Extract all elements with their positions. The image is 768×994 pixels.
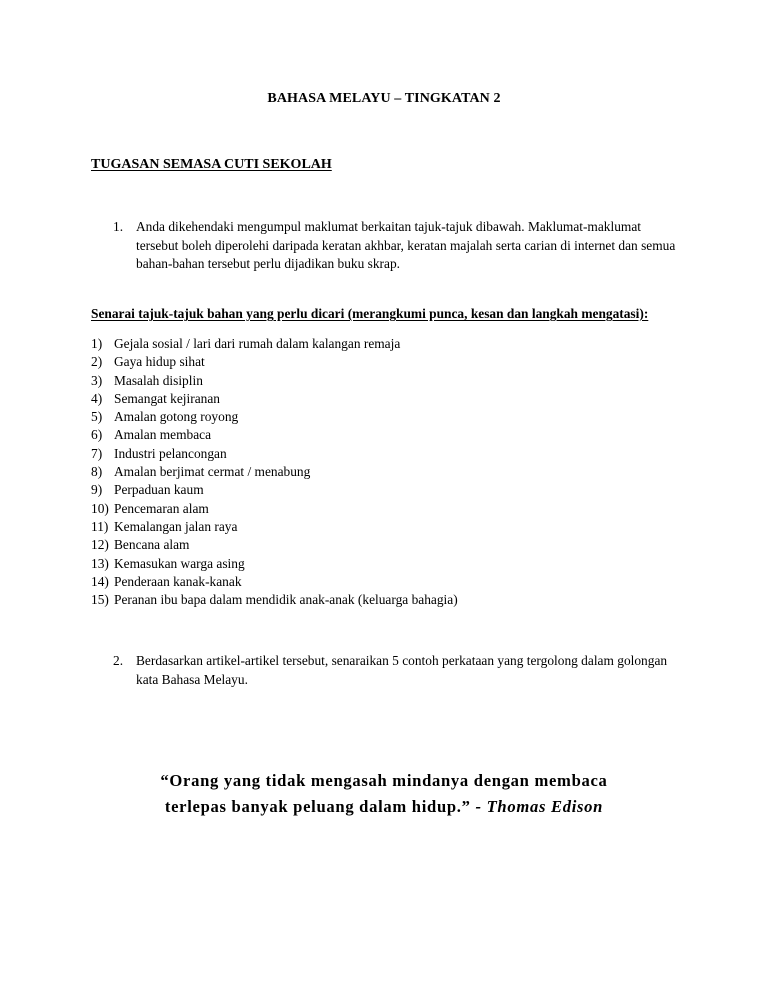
list-item: 7) Industri pelancongan: [91, 445, 227, 461]
list-item: 8) Amalan berjimat cermat / menabung: [91, 464, 311, 480]
list-item: 14) Penderaan kanak-kanak: [91, 573, 242, 589]
list-item: 13) Kemasukan warga asing: [91, 555, 245, 571]
list-item: 9) Perpaduan kaum: [91, 482, 204, 498]
list-item: 2) Gaya hidup sihat: [91, 354, 205, 370]
quote-line-2: [0, 794, 768, 820]
task-1: [113, 218, 683, 274]
list-item: 11) Kemalangan jalan raya: [91, 518, 238, 534]
quote-line-1: “Orang yang tidak mengasah mindanya dengan membaca: [160, 771, 608, 790]
task-2: [113, 652, 683, 689]
task-1-text: Anda dikehendaki mengumpul maklumat berkaitan tajuk-tajuk dibawah. Maklumat-maklumat tersebut boleh diperolehi daripada keratan akhbar, keratan majalah serta carian di internet dan semua bahan-bahan tersebut perlu dijadikan buku skrap.: [136, 219, 676, 271]
topic-list-heading: Senarai tajuk-tajuk bahan yang perlu dicari (merangkumi punca, kesan dan langkah mengatasi):: [91, 306, 649, 321]
list-item: 6) Amalan membaca: [91, 427, 212, 443]
list-item: 12) Bencana alam: [91, 537, 190, 553]
list-item: 4) Semangat kejiranan: [91, 390, 220, 406]
quote-author: - Thomas Edison: [475, 797, 604, 816]
list-item: 3) Masalah disiplin: [91, 372, 203, 388]
list-item: 1) Gejala sosial / lari dari rumah dalam kalangan remaja: [91, 336, 401, 351]
list-item: 15) Peranan ibu bapa dalam mendidik anak-anak (keluarga bahagia): [91, 592, 458, 608]
closing-quote: [0, 768, 768, 820]
document-subtitle: TUGASAN SEMASA CUTI SEKOLAH: [91, 157, 332, 172]
list-item: 5) Amalan gotong royong: [91, 409, 239, 425]
task-2-text: Berdasarkan artikel-artikel tersebut, senaraikan 5 contoh perkataan yang tergolong dalam golongan kata Bahasa Melayu.: [136, 653, 668, 687]
topic-list: [91, 335, 458, 609]
quote-line-2-text: terlepas banyak peluang dalam hidup.”: [164, 797, 471, 816]
task-1-number: 1.: [113, 219, 124, 234]
document-title: BAHASA MELAYU – TINGKATAN 2: [267, 91, 501, 106]
task-2-number: 2.: [113, 653, 124, 668]
list-item: 10) Pencemaran alam: [91, 500, 209, 516]
